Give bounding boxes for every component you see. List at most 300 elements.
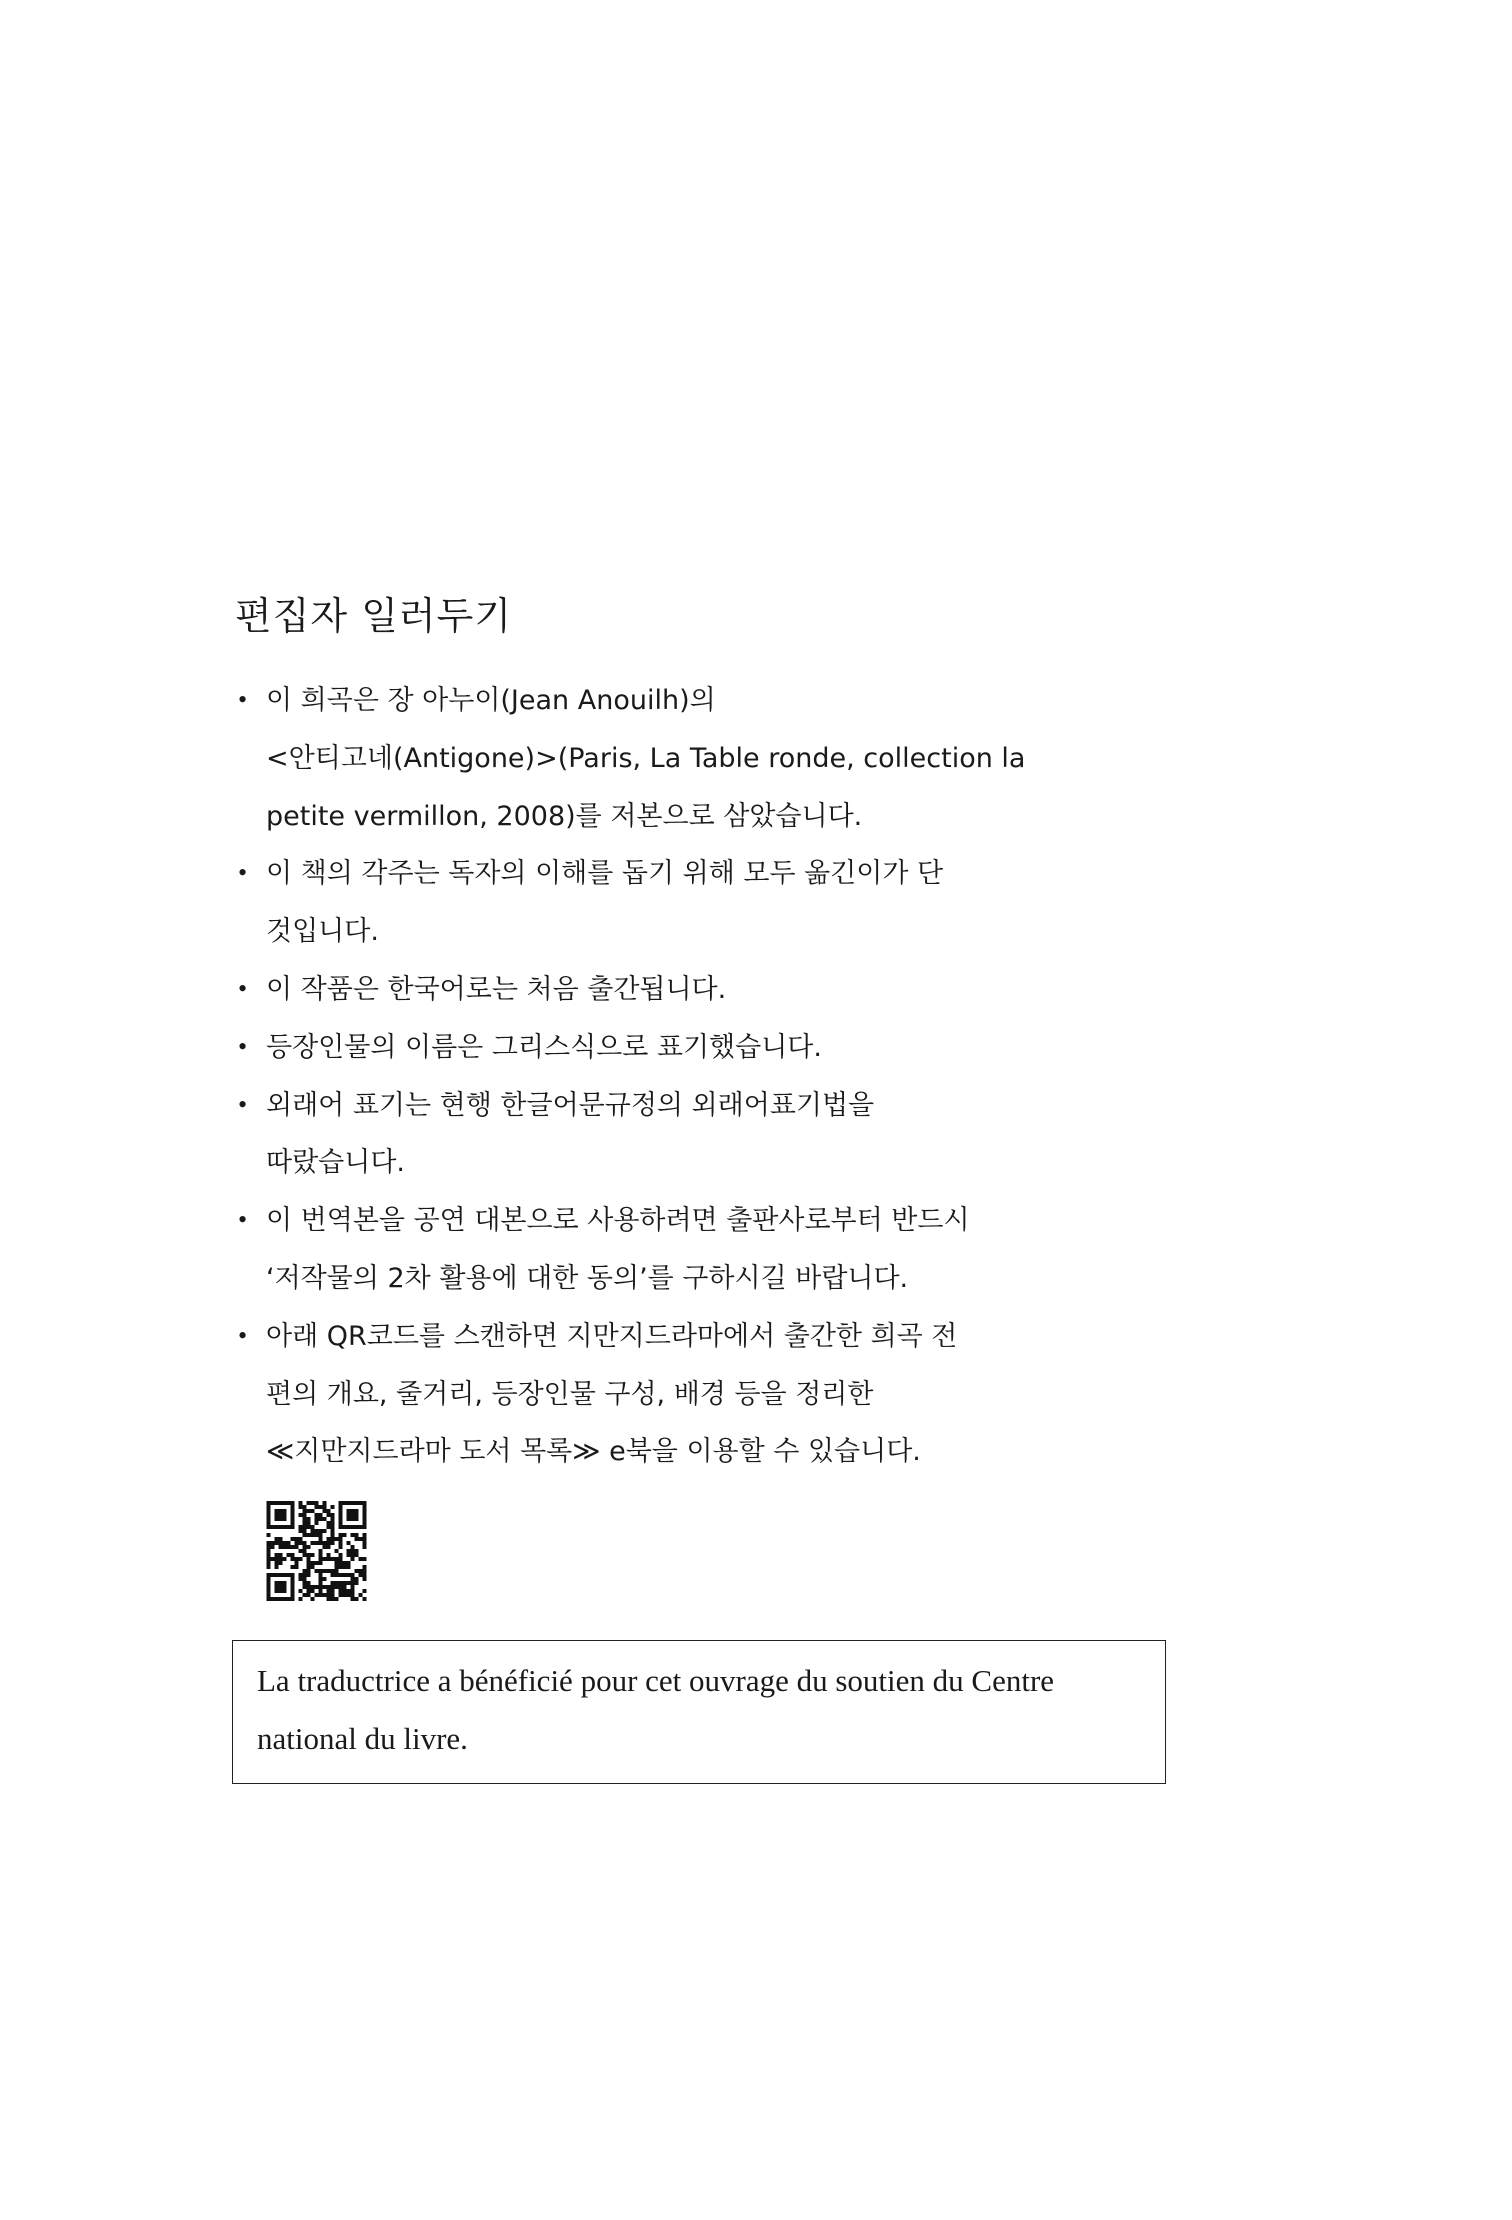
qr-module [339, 1509, 343, 1513]
qr-module [315, 1529, 319, 1533]
qr-module [343, 1581, 347, 1585]
qr-module [331, 1597, 335, 1601]
qr-module [303, 1569, 307, 1573]
qr-module [327, 1589, 331, 1593]
qr-module [331, 1573, 335, 1577]
qr-module [315, 1585, 319, 1589]
qr-module [283, 1581, 287, 1585]
qr-module [343, 1533, 347, 1537]
qr-module [359, 1569, 363, 1573]
qr-module [303, 1513, 307, 1517]
qr-module [327, 1541, 331, 1545]
qr-module [347, 1553, 351, 1557]
note-item-continuation [236, 787, 1025, 845]
qr-module [311, 1597, 315, 1601]
qr-module [355, 1549, 359, 1553]
qr-module [275, 1509, 279, 1513]
qr-module [331, 1569, 335, 1573]
credit-line-2: national du livre. [257, 1721, 468, 1756]
qr-module [271, 1557, 275, 1561]
qr-module [363, 1513, 367, 1517]
qr-module [267, 1549, 271, 1553]
qr-module [291, 1501, 295, 1505]
qr-module [327, 1597, 331, 1601]
qr-module [291, 1513, 295, 1517]
qr-module [307, 1589, 311, 1593]
qr-module [363, 1577, 367, 1581]
qr-module [279, 1525, 283, 1529]
qr-module [327, 1593, 331, 1597]
qr-module [363, 1501, 367, 1505]
qr-module [363, 1525, 367, 1529]
qr-module [315, 1517, 319, 1521]
qr-module [355, 1525, 359, 1529]
qr-module [307, 1569, 311, 1573]
qr-module [275, 1581, 279, 1585]
qr-module [355, 1577, 359, 1581]
qr-module [363, 1545, 367, 1549]
qr-module [351, 1593, 355, 1597]
qr-module [271, 1573, 275, 1577]
qr-module [323, 1557, 327, 1561]
qr-module [351, 1549, 355, 1553]
qr-module [315, 1501, 319, 1505]
qr-module [299, 1501, 303, 1505]
qr-module [355, 1581, 359, 1585]
qr-module [347, 1509, 351, 1513]
qr-module [335, 1597, 339, 1601]
qr-module [299, 1557, 303, 1561]
note-item-continuation [236, 1422, 1025, 1480]
qr-module [331, 1517, 335, 1521]
note-item-continuation [236, 1365, 1025, 1423]
qr-module [303, 1521, 307, 1525]
qr-module [319, 1537, 323, 1541]
qr-module [267, 1525, 271, 1529]
qr-module [283, 1541, 287, 1545]
qr-module [287, 1541, 291, 1545]
qr-module [267, 1565, 271, 1569]
qr-module [327, 1525, 331, 1529]
qr-module [319, 1505, 323, 1509]
note-text: 아래 QR코드를 스캔하면 지만지드라마에서 출간한 희곡 전 [266, 1320, 958, 1352]
qr-module [331, 1593, 335, 1597]
qr-module [267, 1557, 271, 1561]
qr-module [307, 1521, 311, 1525]
qr-module [315, 1533, 319, 1537]
qr-module [351, 1597, 355, 1601]
qr-module [303, 1533, 307, 1537]
qr-module [347, 1517, 351, 1521]
qr-module [287, 1573, 291, 1577]
qr-module [363, 1597, 367, 1601]
qr-module [303, 1517, 307, 1521]
qr-module [363, 1509, 367, 1513]
qr-module [291, 1589, 295, 1593]
qr-module [307, 1509, 311, 1513]
note-text: 이 번역본을 공연 대본으로 사용하려면 출판사로부터 반드시 [266, 1205, 970, 1237]
qr-module [363, 1589, 367, 1593]
qr-module [299, 1589, 303, 1593]
qr-module [347, 1541, 351, 1545]
note-item [236, 844, 1025, 902]
qr-module [363, 1573, 367, 1577]
qr-module [319, 1561, 323, 1565]
qr-module [275, 1561, 279, 1565]
qr-module [339, 1501, 343, 1505]
qr-module [267, 1597, 271, 1601]
qr-module [339, 1585, 343, 1589]
qr-module [275, 1525, 279, 1529]
qr-module [307, 1593, 311, 1597]
qr-module [291, 1565, 295, 1569]
bullet-icon: • [238, 973, 248, 1003]
qr-module [359, 1501, 363, 1505]
qr-module [279, 1573, 283, 1577]
qr-module [267, 1505, 271, 1509]
qr-module [327, 1545, 331, 1549]
qr-module [355, 1597, 359, 1601]
note-item [236, 1191, 1025, 1249]
qr-module [327, 1521, 331, 1525]
qr-module [355, 1501, 359, 1505]
qr-module [279, 1589, 283, 1593]
qr-module [343, 1589, 347, 1593]
qr-module [267, 1585, 271, 1589]
qr-module [351, 1553, 355, 1557]
qr-module [327, 1537, 331, 1541]
note-item-continuation [236, 902, 1025, 960]
note-item-continuation [236, 1249, 1025, 1307]
qr-module [355, 1509, 359, 1513]
qr-module [283, 1573, 287, 1577]
qr-module [311, 1529, 315, 1533]
qr-module [339, 1505, 343, 1509]
qr-module [347, 1589, 351, 1593]
qr-module [275, 1541, 279, 1545]
qr-module [291, 1597, 295, 1601]
qr-module [343, 1585, 347, 1589]
qr-module [291, 1577, 295, 1581]
qr-module [275, 1597, 279, 1601]
qr-module [299, 1529, 303, 1533]
qr-module [339, 1589, 343, 1593]
qr-module [303, 1545, 307, 1549]
qr-module [335, 1573, 339, 1577]
qr-module [347, 1513, 351, 1517]
qr-module [299, 1525, 303, 1529]
qr-module [303, 1581, 307, 1585]
qr-module [339, 1593, 343, 1597]
qr-module [271, 1525, 275, 1529]
qr-module [355, 1569, 359, 1573]
qr-module [343, 1561, 347, 1565]
qr-module [363, 1541, 367, 1545]
qr-module [363, 1537, 367, 1541]
qr-module [343, 1593, 347, 1597]
qr-module [343, 1501, 347, 1505]
qr-module [355, 1517, 359, 1521]
bullet-icon: • [238, 1031, 248, 1061]
qr-module [315, 1561, 319, 1565]
qr-module [267, 1513, 271, 1517]
qr-module [351, 1513, 355, 1517]
qr-module [303, 1573, 307, 1577]
qr-module [347, 1501, 351, 1505]
qr-module [363, 1565, 367, 1569]
qr-module [319, 1589, 323, 1593]
note-text: ≪지만지드라마 도서 목록≫ e북을 이용할 수 있습니다. [266, 1436, 921, 1468]
qr-module [343, 1565, 347, 1569]
qr-module [319, 1553, 323, 1557]
qr-module [307, 1553, 311, 1557]
qr-module [339, 1581, 343, 1585]
qr-module [331, 1585, 335, 1589]
qr-module [279, 1585, 283, 1589]
qr-module [295, 1537, 299, 1541]
credit-line-1: La traductrice a bénéficié pour cet ouvrage du soutien du Centre [257, 1663, 1055, 1698]
qr-module [319, 1585, 323, 1589]
qr-module [339, 1553, 343, 1557]
qr-module [303, 1529, 307, 1533]
qr-module [311, 1541, 315, 1545]
qr-module [363, 1557, 367, 1561]
qr-module [307, 1517, 311, 1521]
note-text: 편의 개요, 줄거리, 등장인물 구성, 배경 등을 정리한 [266, 1378, 874, 1410]
qr-module [339, 1541, 343, 1545]
note-item [236, 960, 1025, 1018]
qr-module [303, 1593, 307, 1597]
note-item [236, 1018, 1025, 1076]
qr-module [267, 1509, 271, 1513]
qr-module [291, 1585, 295, 1589]
qr-module [287, 1545, 291, 1549]
qr-module [307, 1501, 311, 1505]
qr-module [275, 1557, 279, 1561]
note-item [236, 1076, 1025, 1134]
qr-module [295, 1541, 299, 1545]
qr-module [331, 1537, 335, 1541]
qr-module [267, 1581, 271, 1585]
qr-module [267, 1533, 271, 1537]
qr-module [291, 1505, 295, 1509]
qr-module [335, 1569, 339, 1573]
qr-module [267, 1517, 271, 1521]
note-text: 이 작품은 한국어로는 처음 출간됩니다. [266, 973, 727, 1005]
qr-module [351, 1585, 355, 1589]
qr-module [279, 1553, 283, 1557]
qr-module [339, 1517, 343, 1521]
qr-module [319, 1581, 323, 1585]
qr-module [295, 1565, 299, 1569]
qr-module [291, 1521, 295, 1525]
qr-module [335, 1557, 339, 1561]
qr-module [363, 1569, 367, 1573]
qr-module [351, 1517, 355, 1521]
qr-module [335, 1537, 339, 1541]
qr-module [279, 1545, 283, 1549]
qr-module [275, 1537, 279, 1541]
qr-module [351, 1581, 355, 1585]
qr-module [327, 1569, 331, 1573]
qr-module [279, 1561, 283, 1565]
qr-module [359, 1525, 363, 1529]
qr-module [319, 1533, 323, 1537]
qr-module [291, 1581, 295, 1585]
qr-module [311, 1553, 315, 1557]
note-item-continuation [236, 729, 1025, 787]
qr-module [331, 1533, 335, 1537]
qr-module [275, 1565, 279, 1569]
qr-module [279, 1557, 283, 1561]
qr-module [359, 1557, 363, 1561]
qr-module [363, 1505, 367, 1509]
note-text: 외래어 표기는 현행 한글어문규정의 외래어표기법을 [266, 1089, 875, 1121]
qr-module [339, 1561, 343, 1565]
qr-module [327, 1553, 331, 1557]
qr-module [339, 1545, 343, 1549]
qr-module [323, 1577, 327, 1581]
qr-module [283, 1557, 287, 1561]
qr-module [275, 1517, 279, 1521]
qr-module [291, 1557, 295, 1561]
qr-module [339, 1537, 343, 1541]
qr-module [331, 1541, 335, 1545]
qr-module [351, 1577, 355, 1581]
qr-module [351, 1545, 355, 1549]
qr-module [303, 1525, 307, 1529]
qr-module [303, 1505, 307, 1509]
qr-module [359, 1593, 363, 1597]
qr-module [323, 1517, 327, 1521]
qr-module [323, 1569, 327, 1573]
qr-module [267, 1593, 271, 1597]
qr-module [331, 1529, 335, 1533]
qr-module [299, 1541, 303, 1545]
qr-module [327, 1557, 331, 1561]
qr-module [295, 1557, 299, 1561]
qr-module [303, 1549, 307, 1553]
qr-module [359, 1573, 363, 1577]
qr-module [307, 1573, 311, 1577]
qr-module [279, 1581, 283, 1585]
qr-module [307, 1533, 311, 1537]
page-title: 편집자 일러두기 [235, 594, 513, 638]
qr-module [339, 1557, 343, 1561]
qr-module [291, 1525, 295, 1529]
qr-module [311, 1509, 315, 1513]
qr-module [331, 1581, 335, 1585]
qr-module [319, 1513, 323, 1517]
note-text: <안티고네(Antigone)>(Paris, La Table ronde, collection la [266, 742, 1026, 774]
qr-module [331, 1525, 335, 1529]
qr-module [311, 1585, 315, 1589]
qr-module [351, 1589, 355, 1593]
qr-module [279, 1501, 283, 1505]
qr-module [279, 1513, 283, 1517]
qr-module [275, 1513, 279, 1517]
qr-module [315, 1513, 319, 1517]
qr-module [311, 1501, 315, 1505]
qr-module [315, 1521, 319, 1525]
qr-module [279, 1597, 283, 1601]
qr-module [267, 1589, 271, 1593]
qr-module [283, 1517, 287, 1521]
qr-module [287, 1553, 291, 1557]
qr-module [287, 1525, 291, 1529]
qr-module [327, 1585, 331, 1589]
qr-module [275, 1573, 279, 1577]
qr-module [343, 1525, 347, 1529]
qr-module [335, 1585, 339, 1589]
qr-module [311, 1533, 315, 1537]
qr-module [347, 1565, 351, 1569]
qr-module [303, 1541, 307, 1545]
qr-module [283, 1585, 287, 1589]
credit-box [232, 1640, 1166, 1784]
qr-module [323, 1501, 327, 1505]
qr-module [275, 1501, 279, 1505]
note-text: petite vermillon, 2008)를 저본으로 삼았습니다. [266, 800, 863, 832]
qr-module [323, 1529, 327, 1533]
qr-module [351, 1573, 355, 1577]
editor-notes-list [236, 671, 1025, 1480]
qr-module [279, 1541, 283, 1545]
qr-module [351, 1557, 355, 1561]
qr-module [283, 1513, 287, 1517]
qr-module [355, 1553, 359, 1557]
qr-module [323, 1541, 327, 1545]
qr-module [351, 1525, 355, 1529]
qr-module [355, 1537, 359, 1541]
qr-module [295, 1561, 299, 1565]
qr-module [343, 1573, 347, 1577]
qr-module [311, 1589, 315, 1593]
qr-code[interactable] [266, 1501, 367, 1601]
qr-module [283, 1525, 287, 1529]
qr-module [331, 1557, 335, 1561]
qr-module [271, 1501, 275, 1505]
qr-module [267, 1561, 271, 1565]
qr-module [323, 1585, 327, 1589]
qr-module [319, 1593, 323, 1597]
qr-module [315, 1505, 319, 1509]
qr-module [299, 1577, 303, 1581]
qr-module [331, 1521, 335, 1525]
qr-module [299, 1505, 303, 1509]
qr-module [267, 1553, 271, 1557]
qr-module [271, 1545, 275, 1549]
qr-module [347, 1525, 351, 1529]
qr-module [307, 1585, 311, 1589]
qr-module [303, 1509, 307, 1513]
qr-module [355, 1513, 359, 1517]
qr-module [299, 1549, 303, 1553]
note-text: 등장인물의 이름은 그리스식으로 표기했습니다. [266, 1031, 822, 1063]
qr-module [319, 1517, 323, 1521]
qr-module [327, 1509, 331, 1513]
qr-module [347, 1573, 351, 1577]
qr-module [303, 1553, 307, 1557]
qr-module [335, 1565, 339, 1569]
qr-module [319, 1541, 323, 1545]
note-text: 따랐습니다. [266, 1147, 405, 1179]
qr-module [275, 1585, 279, 1589]
note-text: 이 책의 각주는 독자의 이해를 돕기 위해 모두 옮긴이가 단 [266, 858, 944, 890]
qr-module [275, 1553, 279, 1557]
qr-module [323, 1505, 327, 1509]
qr-module [267, 1541, 271, 1545]
